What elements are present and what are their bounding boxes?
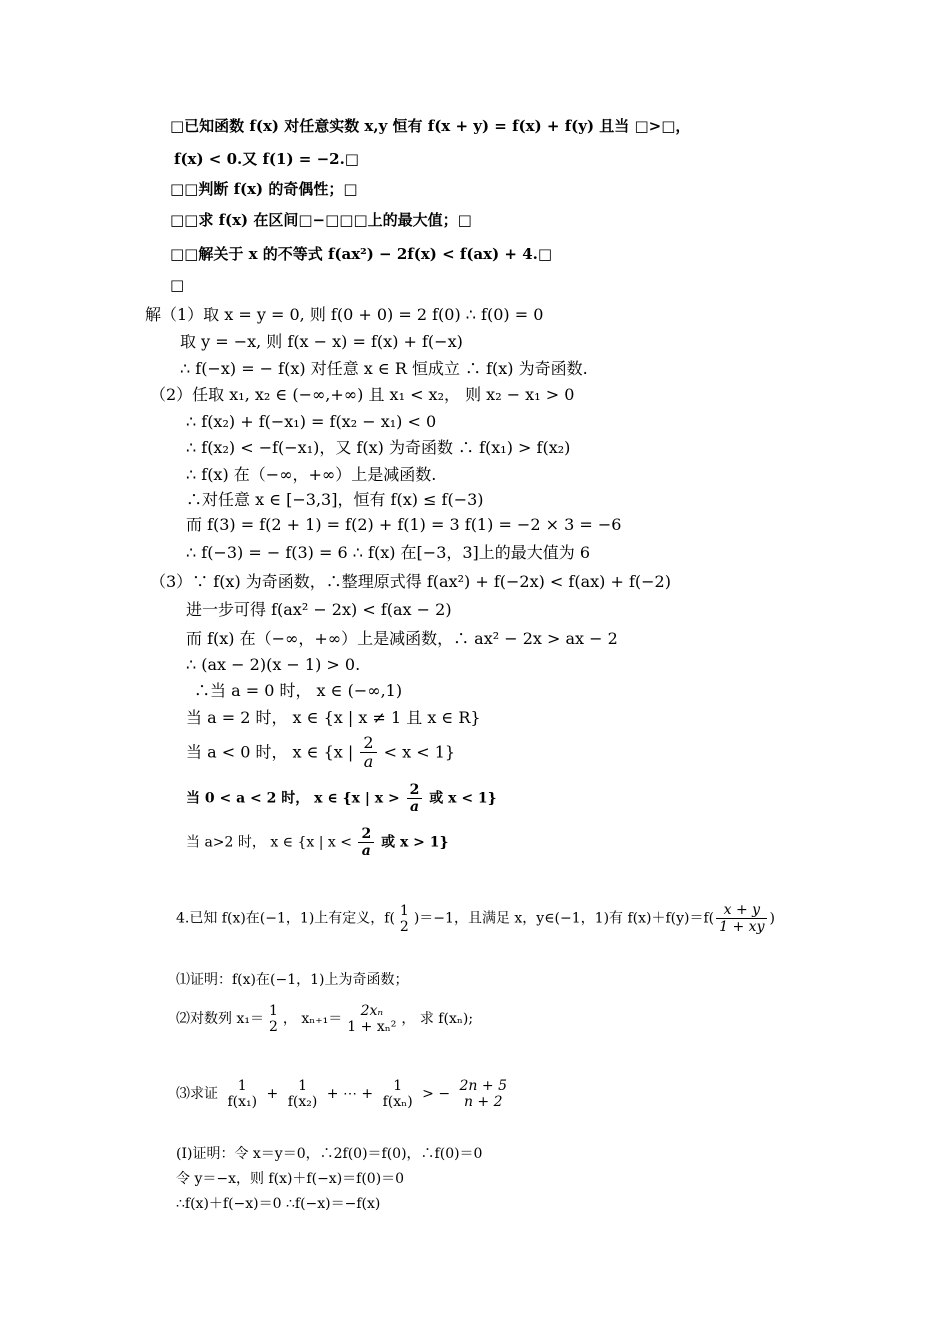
problem4-frac-num: x + y [716, 902, 767, 919]
solution-line-13: 而 f(x) 在（−∞，+∞）上是减函数，∴ ax² − 2x > ax − 2 [186, 629, 618, 648]
case-a-large [186, 826, 449, 859]
solution-line-3: ∴ f(−x) = − f(x) 对任意 x ∈ R 恒成立 ∴ f(x) 为奇函数. [180, 359, 588, 378]
case-a-large-post: 或 x > 1} [376, 834, 449, 851]
problem4-proof-line2: 令 y＝−x，则 f(x)＋f(−x)＝f(0)＝0 [176, 1171, 405, 1187]
case-a-middle-den: a [409, 799, 420, 816]
problem3-blank: □ [170, 276, 185, 294]
problem4-term1-num: 1 [237, 1078, 247, 1094]
problem4-term1-den: f(x₁) [227, 1094, 258, 1111]
problem4-frac-den: 1 + xy [719, 919, 765, 936]
solution-line-7: ∴ f(x) 在（−∞，+∞）上是减函数. [186, 465, 437, 484]
problem4-termn-den: f(xₙ) [382, 1094, 413, 1111]
problem3-part3: □□解关于 x 的不等式 f(ax²) − 2f(x) < f(ax) + 4.□ [170, 245, 553, 263]
problem4-part2-post: ， 求 f(xₙ); [401, 1011, 474, 1028]
problem3-part1: □□判断 f(x) 的奇偶性；□ [170, 180, 358, 198]
case-a-negative-post: < x < 1} [378, 742, 456, 762]
problem3-statement-line1: □已知函数 f(x) 对任意实数 x,y 恒有 f(x + y) = f(x) + f(y) 且当 □>□， [170, 117, 691, 135]
problem4-x1-num: 1 [268, 1003, 278, 1019]
problem4-part3-pre: ⑶求证 [176, 1086, 218, 1103]
problem3-statement-line2: f(x) < 0.又 f(1) = −2.□ [174, 150, 359, 168]
problem4-greater-than: > − [422, 1086, 451, 1103]
problem4-stmt-pre: 4.已知 f(x)在(−1，1)上有定义，f( [176, 910, 395, 927]
solution-line-4: （2）任取 x₁, x₂ ∈ (−∞,+∞) 且 x₁ < x₂， 则 x₂ − x₁ > 0 [150, 385, 575, 404]
problem4-proof-line3: ∴f(x)＋f(−x)＝0 ∴f(−x)＝−f(x) [176, 1196, 381, 1212]
solution-line-6: ∴ f(x₂) < −f(−x₁)，又 f(x) 为奇函数 ∴ f(x₁) > f(x₂) [186, 438, 571, 457]
problem4-statement [176, 902, 775, 935]
problem4-rhs-num: 2n + 5 [459, 1078, 507, 1094]
problem4-proof-line1: (Ⅰ)证明：令 x＝y＝0，∴2f(0)＝f(0)，∴f(0)＝0 [176, 1146, 483, 1162]
case-a-negative-num: 2 [360, 734, 376, 753]
solution-line-8: ∴对任意 x ∈ [−3,3]，恒有 f(x) ≤ f(−3) [186, 490, 484, 509]
case-a-large-den: a [361, 843, 371, 860]
problem4-part1: ⑴证明：f(x)在(−1，1)上为奇函数； [176, 972, 409, 988]
problem4-part2-mid: ， xₙ₊₁＝ [282, 1011, 343, 1028]
case-a-large-num: 2 [358, 826, 374, 843]
problem4-x1-den: 2 [268, 1019, 278, 1036]
solution-line-5: ∴ f(x₂) + f(−x₁) = f(x₂ − x₁) < 0 [186, 412, 437, 431]
solution-line-9: 而 f(3) = f(2 + 1) = f(2) + f(1) = 3 f(1) = −2 × 3 = −6 [186, 515, 622, 534]
problem4-part2 [176, 1003, 473, 1035]
solution-line-12: 进一步可得 f(ax² − 2x) < f(ax − 2) [186, 600, 452, 619]
solution-line-2: 取 y = −x, 则 f(x − x) = f(x) + f(−x) [180, 332, 463, 351]
solution-line-16: 当 a = 2 时， x ∈ {x | x ≠ 1 且 x ∈ R} [186, 708, 481, 727]
problem4-stmt-post: ) [769, 910, 775, 927]
case-a-middle [186, 782, 497, 815]
problem4-rec-num: 2xₙ [360, 1003, 384, 1019]
problem4-term2-num: 1 [298, 1078, 307, 1094]
solution-line-15: ∴当 a = 0 时， x ∈ (−∞,1) [194, 681, 403, 700]
problem4-part2-pre: ⑵对数列 x₁＝ [176, 1011, 264, 1028]
problem4-stmt-mid: )＝−1，且满足 x，y∈(−1，1)有 f(x)＋f(y)＝f( [413, 910, 715, 927]
case-a-middle-num: 2 [407, 782, 423, 799]
solution-line-14: ∴ (ax − 2)(x − 1) > 0. [186, 655, 361, 674]
problem4-rhs-den: n + 2 [463, 1094, 503, 1111]
case-a-middle-pre: 当 0 < a < 2 时， x ∈ {x | x > [186, 790, 405, 807]
problem4-plus-1: + [266, 1086, 279, 1103]
case-a-large-pre: 当 a>2 时， x ∈ {x | x < [186, 834, 357, 851]
problem4-termn-num: 1 [393, 1078, 403, 1094]
solution-line-10: ∴ f(−3) = − f(3) = 6 ∴ f(x) 在[−3，3]上的最大值为 6 [186, 543, 591, 562]
case-a-negative-pre: 当 a < 0 时， x ∈ {x | [186, 742, 359, 762]
solution-line-1: 解（1）取 x = y = 0, 则 f(0 + 0) = 2 f(0) ∴ f(0) = 0 [145, 305, 544, 324]
case-a-negative-den: a [363, 752, 374, 772]
problem4-part3 [176, 1078, 512, 1110]
case-a-negative [186, 734, 455, 772]
problem4-rec-den: 1 + xₙ² [347, 1019, 397, 1036]
problem3-part2: □□求 f(x) 在区间□−□□□上的最大值；□ [170, 211, 472, 229]
problem4-plus-ellipsis: + ⋯ + [326, 1086, 374, 1103]
problem4-half-num: 1 [399, 902, 409, 919]
problem4-term2-den: f(x₂) [287, 1094, 318, 1111]
case-a-middle-post: 或 x < 1} [424, 790, 497, 807]
solution-line-11: （3）∵ f(x) 为奇函数，∴整理原式得 f(ax²) + f(−2x) < f(ax) + f(−2) [150, 572, 671, 591]
problem4-half-den: 2 [399, 918, 409, 935]
